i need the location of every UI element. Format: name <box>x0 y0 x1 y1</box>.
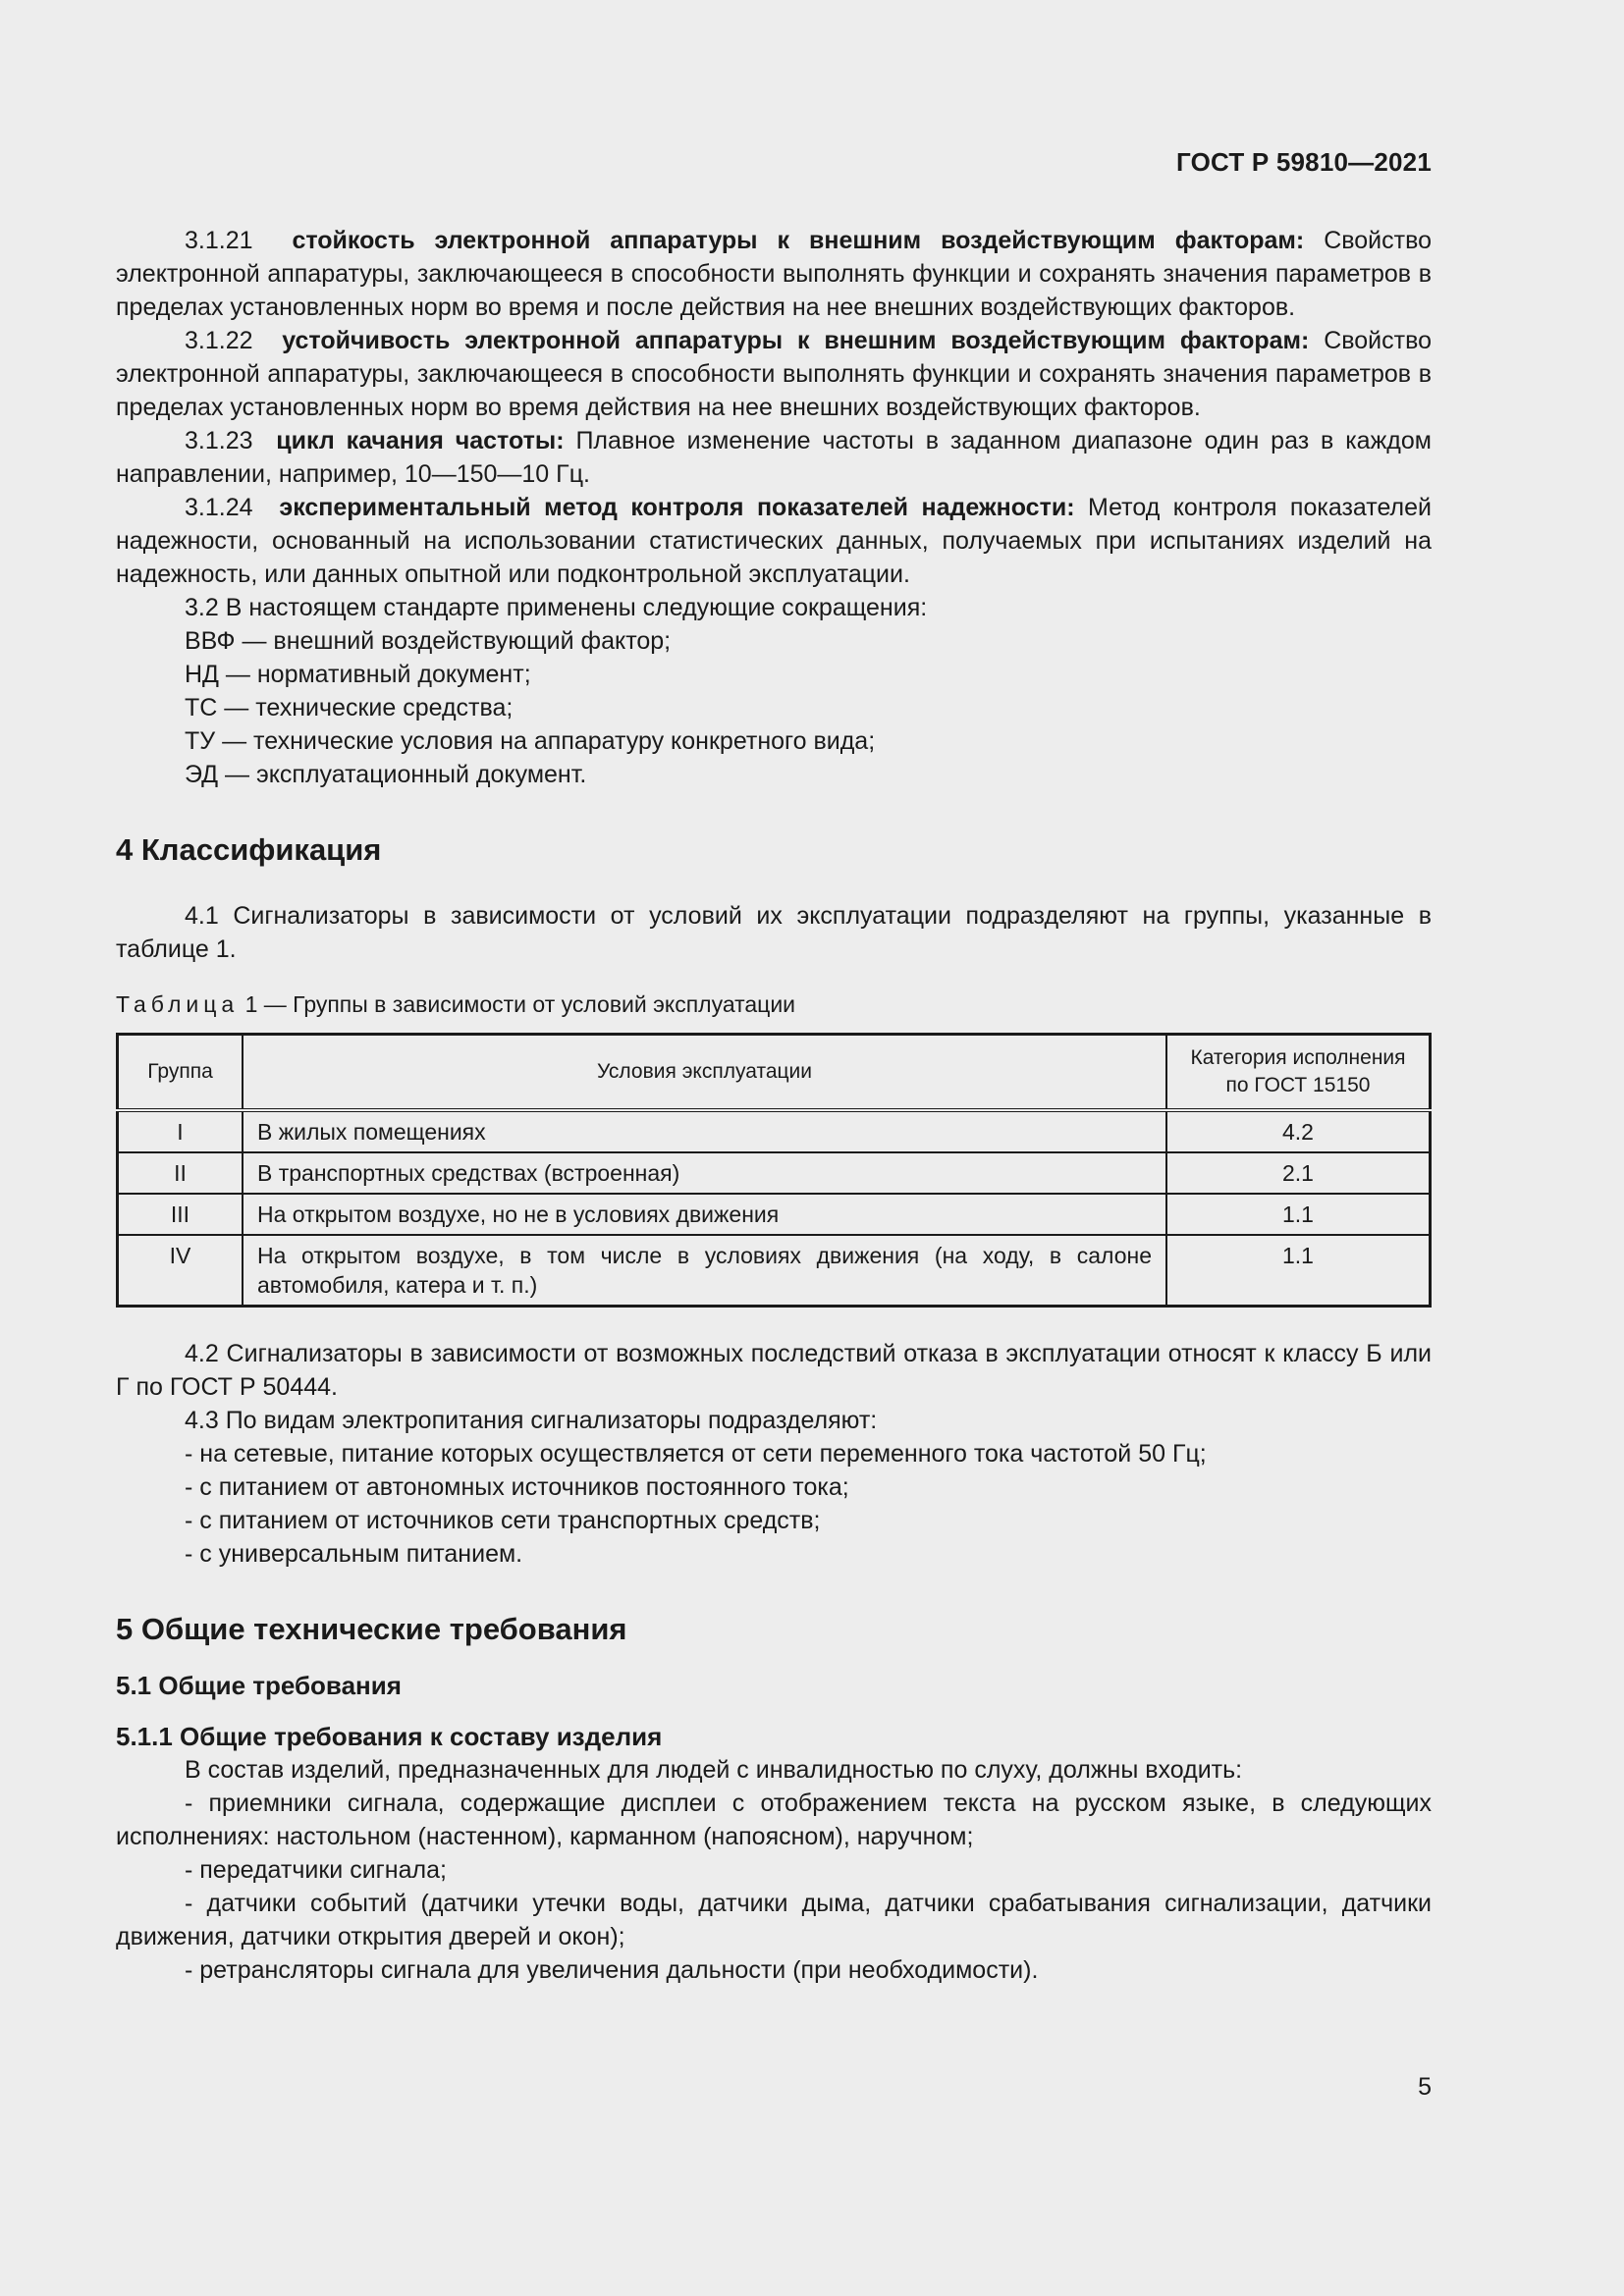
table-row <box>118 1152 1431 1194</box>
composition-item: - передатчики сигнала; <box>185 1856 447 1884</box>
abbreviation-item: ТУ — технические условия на аппаратуру конкретного вида; <box>185 727 876 755</box>
subsection-heading-5-1-1: 5.1.1 Общие требования к составу изделия <box>116 1722 663 1751</box>
subsection-heading-5-1: 5.1 Общие требования <box>116 1671 402 1700</box>
definition-term: стойкость электронной аппаратуры к внешним воздействующим факторам: <box>292 227 1305 254</box>
header-conditions: Условия эксплуатации <box>243 1035 1166 1111</box>
cell-group: I <box>118 1110 244 1152</box>
table-row <box>118 1110 1431 1152</box>
power-type-item: - на сетевые, питание которых осуществляется от сети переменного тока частотой 50 Гц; <box>185 1440 1207 1468</box>
definition-text: Плавное изменение частоты в заданном диапазоне один раз в каждом направлении, например, 10—150—10 Гц. <box>116 427 1432 488</box>
groups-table <box>116 1033 1432 1308</box>
abbreviation-item: ВВФ — внешний воздействующий фактор; <box>185 627 672 655</box>
paragraph-4-1: 4.1 Сигнализаторы в зависимости от условий их эксплуатации подразделяют на группы, указанные в таблице 1. <box>116 902 1432 963</box>
page-content <box>116 224 1432 1987</box>
cell-group: II <box>118 1152 244 1194</box>
composition-intro: В состав изделий, предназначенных для людей с инвалидностью по слуху, должны входить: <box>185 1756 1243 1784</box>
composition-item: - приемники сигнала, содержащие дисплеи с отображением текста на русском языке, в следующих исполнениях: настольном (настенном), карманном (напоясном), наручном; <box>116 1789 1432 1850</box>
definition-term: цикл качания частоты: <box>276 427 565 454</box>
cell-group: IV <box>118 1235 244 1307</box>
definition-3-1-21 <box>116 224 1432 324</box>
table-caption-text: 1 — Группы в зависимости от условий эксплуатации <box>244 991 796 1017</box>
abbreviation-item: ЭД — эксплуатационный документ. <box>185 761 587 788</box>
definition-number: 3.1.24 <box>185 494 253 521</box>
cell-category: 1.1 <box>1166 1194 1431 1235</box>
definition-number: 3.1.23 <box>185 427 253 454</box>
header-group: Группа <box>118 1035 244 1111</box>
definition-number: 3.1.22 <box>185 327 253 354</box>
power-type-item: - с универсальным питанием. <box>185 1540 523 1568</box>
composition-item: - датчики событий (датчики утечки воды, датчики дыма, датчики срабатывания сигнализации, датчики движения, датчики открытия дверей и окон); <box>116 1890 1432 1950</box>
table-caption <box>116 988 1432 1021</box>
definition-number: 3.1.21 <box>185 227 253 254</box>
power-type-item: - с питанием от источников сети транспортных средств; <box>185 1507 821 1534</box>
composition-item: - ретрансляторы сигнала для увеличения дальности (при необходимости). <box>185 1956 1039 1984</box>
table-row <box>118 1194 1431 1235</box>
definition-term: устойчивость электронной аппаратуры к внешним воздействующим факторам: <box>282 327 1310 354</box>
cell-conditions: В транспортных средствах (встроенная) <box>243 1152 1166 1194</box>
cell-conditions: В жилых помещениях <box>243 1110 1166 1152</box>
definition-text: Свойство электронной аппаратуры, заключающееся в способности выполнять функции и сохранять значения параметров в пределах установленных норм во время и после действия на нее внешних воздействующих факторов. <box>116 227 1432 321</box>
definition-3-1-24 <box>116 491 1432 591</box>
abbreviation-item: НД — нормативный документ; <box>185 661 531 688</box>
header-category: Категория исполнения по ГОСТ 15150 <box>1166 1035 1431 1111</box>
document-code: ГОСТ Р 59810—2021 <box>1176 147 1432 177</box>
definition-3-1-23 <box>116 424 1432 491</box>
cell-conditions: На открытом воздухе, но не в условиях движения <box>243 1194 1166 1235</box>
abbreviation-item: ТС — технические средства; <box>185 694 514 721</box>
definition-text: Свойство электронной аппаратуры, заключающееся в способности выполнять функции и сохранять значения параметров в пределах установленных норм во время действия на нее внешних воздействующих факторов. <box>116 327 1432 421</box>
table-row <box>118 1235 1431 1307</box>
abbreviations-intro: 3.2 В настоящем стандарте применены следующие сокращения: <box>185 594 928 621</box>
cell-category: 4.2 <box>1166 1110 1431 1152</box>
paragraph-4-3: 4.3 По видам электропитания сигнализаторы подразделяют: <box>185 1407 878 1434</box>
cell-category: 1.1 <box>1166 1235 1431 1307</box>
power-type-item: - с питанием от автономных источников постоянного тока; <box>185 1473 849 1501</box>
cell-category: 2.1 <box>1166 1152 1431 1194</box>
cell-conditions: На открытом воздухе, в том числе в условиях движения (на ходу, в салоне автомобиля, катера и т. п.) <box>243 1235 1166 1307</box>
section-heading-5: 5 Общие технические требования <box>116 1612 627 1646</box>
table-header-row <box>118 1035 1431 1111</box>
section-heading-4: 4 Классификация <box>116 832 382 867</box>
paragraph-4-2: 4.2 Сигнализаторы в зависимости от возможных последствий отказа в эксплуатации относят к классу Б или Г по ГОСТ Р 50444. <box>116 1340 1432 1401</box>
definition-3-1-22 <box>116 324 1432 424</box>
cell-group: III <box>118 1194 244 1235</box>
definition-text: Метод контроля показателей надежности, основанный на использовании статистических данных, получаемых при испытаниях изделий на надежность, или данных опытной или подконтрольной эксплуатации. <box>116 494 1432 588</box>
page-number: 5 <box>1418 2073 1432 2101</box>
table-caption-label: Таблица <box>116 991 240 1017</box>
definition-term: экспериментальный метод контроля показателей надежности: <box>279 494 1075 521</box>
